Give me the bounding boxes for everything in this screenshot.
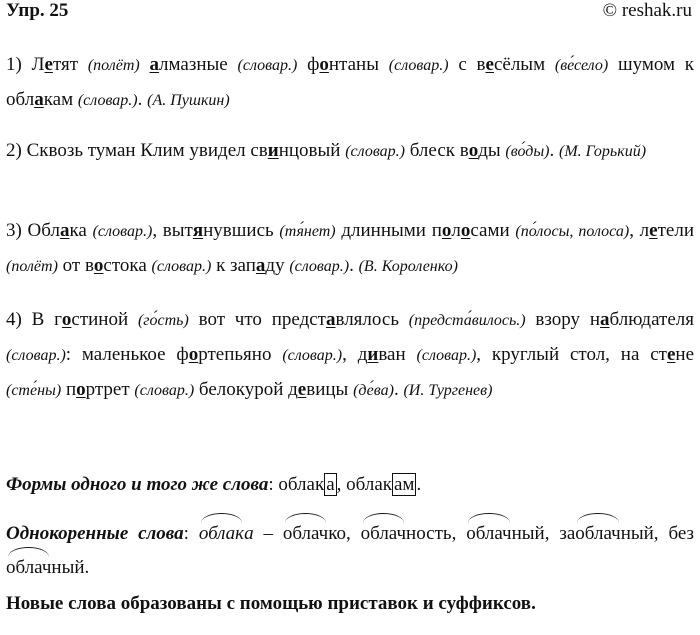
note: (по́лосы, полоса): [515, 223, 630, 240]
text: ка: [69, 220, 93, 241]
note: (сте́ны): [6, 382, 62, 399]
text: ко,: [328, 523, 361, 544]
text: взору н: [525, 309, 601, 330]
vowel: е: [485, 54, 494, 75]
note: (словар.): [237, 57, 298, 74]
vowel: а: [600, 309, 610, 330]
vowel: е: [649, 220, 658, 241]
text: 3) Обл: [6, 220, 60, 241]
text: влялось: [335, 309, 409, 330]
vowel: е: [666, 344, 676, 365]
root-arc: облач: [283, 517, 328, 551]
paragraph-3: [6, 214, 694, 284]
ending-box: ам: [393, 474, 415, 495]
text: : маленькое ф: [65, 344, 189, 365]
text: –: [253, 523, 283, 544]
author: (В. Короленко): [358, 258, 458, 275]
ending-box: а: [326, 474, 335, 495]
site-credit: © reshak.ru: [602, 0, 692, 21]
text: блеск в: [404, 140, 469, 161]
text: [140, 54, 150, 75]
text: ность,: [406, 523, 467, 544]
note: (словар.): [345, 143, 405, 160]
note: (ве́село): [554, 57, 609, 74]
text: п: [61, 379, 77, 400]
ending: а: [244, 523, 254, 544]
text: стока: [103, 255, 152, 276]
text: 1) Л: [6, 54, 45, 75]
text: с в: [448, 54, 486, 75]
vowel: а: [325, 309, 336, 330]
root-arc: облач: [6, 551, 51, 585]
note: (словар.): [289, 258, 350, 275]
note: (де́ва): [353, 382, 394, 399]
text: л: [451, 220, 461, 241]
text: тят: [52, 54, 88, 75]
text: не: [675, 344, 695, 365]
text: от в: [57, 255, 94, 276]
text: блюдателя: [609, 309, 694, 330]
note: (полёт): [6, 258, 58, 275]
author: (И. Тургенев): [403, 382, 493, 399]
paragraph-4: [6, 303, 694, 408]
text: ртрет: [85, 379, 135, 400]
note: (во́ды): [505, 143, 550, 160]
paragraph-2: [6, 134, 694, 169]
root-arc: облач: [466, 517, 511, 551]
note: (словар.): [6, 347, 66, 364]
text: , выт: [152, 220, 193, 241]
word-stem: облак: [278, 474, 325, 495]
prefix: без: [668, 523, 695, 544]
word-forms-heading: Формы одного и того же слова: [6, 474, 269, 495]
text: :: [268, 474, 279, 495]
vowel: а: [149, 54, 160, 75]
text: нцовый: [278, 140, 346, 161]
text: 2) Сквозь туман Клим увидел св: [6, 140, 268, 161]
text: ван: [378, 344, 417, 365]
author: (А. Пушкин): [147, 92, 230, 109]
vowel: и: [267, 140, 279, 161]
note: (предста́вилось.): [408, 312, 526, 329]
header: [6, 0, 692, 26]
note: (тя́нет): [279, 223, 336, 240]
vowel: а: [59, 220, 70, 241]
text: вицы: [306, 379, 354, 400]
word-stem: облак: [346, 474, 392, 495]
vowel: е: [297, 379, 307, 400]
vowel: а: [255, 255, 266, 276]
text: стиной: [71, 309, 138, 330]
vowel: о: [61, 309, 72, 330]
text: ф: [297, 54, 320, 75]
text: , круглый стол, на ст: [476, 344, 667, 365]
text: ный,: [511, 523, 560, 544]
root-arc: облач: [361, 517, 406, 551]
text: лмазные: [159, 54, 238, 75]
paragraph-1: [6, 48, 694, 118]
related-words-heading: Однокоренные слова: [6, 523, 184, 544]
vowel: о: [76, 379, 86, 400]
text: ртепьяно: [198, 344, 283, 365]
word-forms-line: [6, 468, 694, 502]
note: (словар.): [151, 258, 212, 275]
text: ,: [336, 474, 347, 495]
note: (словар.): [134, 382, 195, 399]
text: , д: [342, 344, 368, 365]
vowel: о: [93, 255, 104, 276]
text: ный.: [51, 557, 90, 578]
root-arc: облач: [575, 517, 620, 551]
exercise-title: Упр. 25: [6, 0, 69, 21]
author: (М. Горький): [559, 143, 647, 160]
root-arc: облак: [199, 517, 244, 551]
note: (го́сть): [137, 312, 189, 329]
text: тели: [657, 220, 694, 241]
text: длинными п: [335, 220, 442, 241]
vowel: о: [319, 54, 329, 75]
note: (словар.): [92, 223, 153, 240]
note: (словар.): [282, 347, 343, 364]
text: нувшись: [203, 220, 280, 241]
text: .: [549, 140, 559, 161]
text: .: [416, 474, 422, 495]
text: кам: [43, 89, 78, 110]
text: вот что предст: [188, 309, 326, 330]
related-words-line: [6, 517, 694, 585]
prefix: за: [559, 523, 576, 544]
text: , л: [629, 220, 650, 241]
text: .: [393, 379, 404, 400]
note: (словар.): [388, 57, 449, 74]
text: белокурой д: [194, 379, 298, 400]
vowel: о: [188, 344, 199, 365]
conclusion: Новые слова образованы с помощью приставок и суффиксов.: [6, 593, 536, 614]
vowel: я: [192, 220, 204, 241]
text: ный,: [620, 523, 669, 544]
vowel: о: [460, 220, 471, 241]
vowel: и: [367, 344, 379, 365]
text: сёлым: [493, 54, 555, 75]
note: (словар.): [77, 92, 138, 109]
text: к зап: [211, 255, 256, 276]
text: нтаны: [328, 54, 389, 75]
text: 4) В г: [6, 309, 62, 330]
text: шумом к обл: [6, 54, 695, 110]
text: сами: [470, 220, 516, 241]
text: .: [137, 89, 148, 110]
note: (полёт): [87, 57, 140, 74]
text: ду: [265, 255, 290, 276]
text: ды: [478, 140, 506, 161]
vowel: о: [441, 220, 452, 241]
note: (словар.): [416, 347, 477, 364]
text: :: [183, 523, 199, 544]
vowel: а: [34, 89, 44, 110]
vowel: е: [44, 54, 53, 75]
vowel: о: [468, 140, 479, 161]
text: .: [349, 255, 359, 276]
